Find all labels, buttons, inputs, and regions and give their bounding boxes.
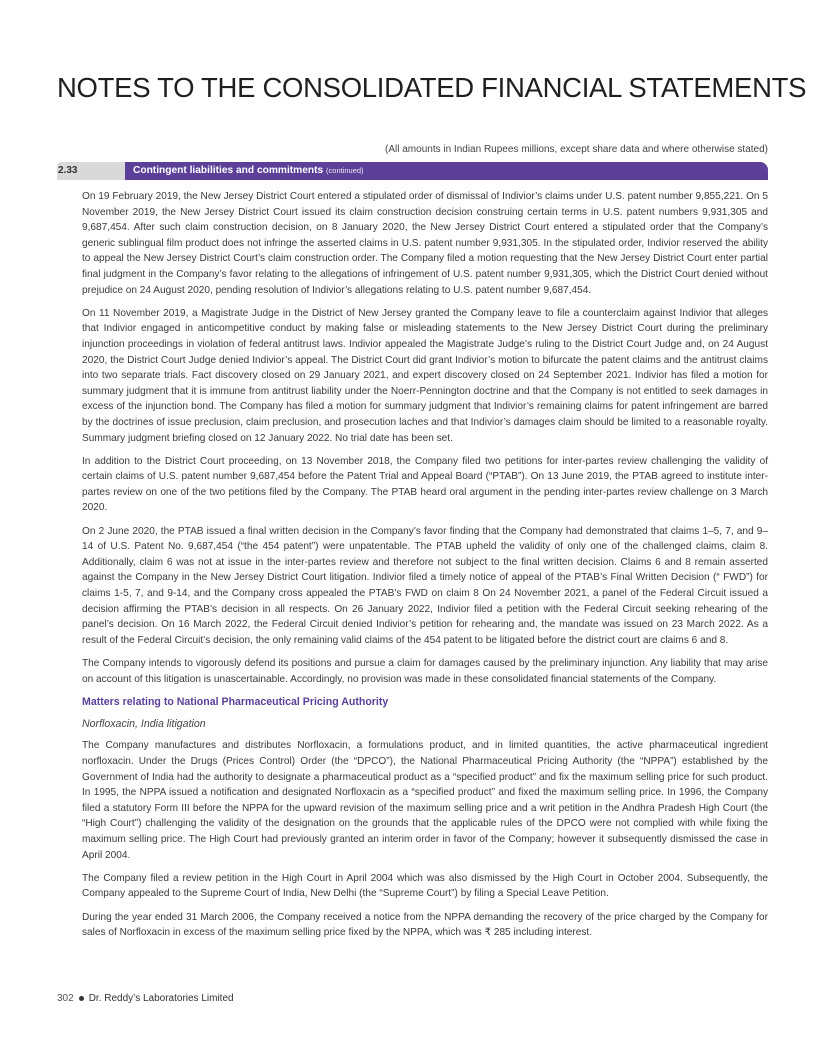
paragraph: The Company intends to vigorously defend its positions and pursue a claim for damages caused by the preliminary injunction. Any liability that may arise on account of this litigation is unascertainable. Accordingly, no provision was made in these consolidated financial statements of the Company. — [82, 658, 768, 685]
paragraph: The Company filed a review petition in the High Court in April 2004 which was also dismissed by the High Court in October 2004. Subsequently, the Company appealed to the Supreme Court of India, New Delhi (the “Supreme Court”) by filing a Special Leave Petition. — [82, 872, 768, 900]
paragraph: On 11 November 2019, a Magistrate Judge in the District of New Jersey granted the Company leave to file a counterclaim against Indivior that alleges that Indivior engaged in anticompetitive conduct by making false or misleading statements to the New Jersey District Court during the preliminary injunction proceedings in violation of federal antitrust laws. Indivior appealed the Magistrate Judge’s ruling to the District Court Judge and, on 24 August 2020, the District Court Judge denied Indivior’s appeal. The District Court did grant Indivior’s motion to bifurcate the patent claims and the antitrust claims into two separate trials. Fact discovery closed on 29 January 2021, and expert discovery closed on 24 September 2021. Indivior has filed a motion for summary judgment that it is immune from antitrust liability under the Noerr-Pennington doctrine and that the Company is not entitled to seek damages in excess of the injunction bond. The Company has filed a motion for summary judgment that Indivior’s remaining claims for patent infringement are barred by the doctrines of issue preclusion, claim preclusion, and prosecution laches and that Indivior’s damages claim should be limited to a reasonable royalty. Summary judgment briefing closed on 12 January 2022. No trial date has been set. — [82, 307, 768, 444]
page-title: NOTES TO THE CONSOLIDATED FINANCIAL STATEMENTS — [57, 72, 807, 103]
section-header-bar — [57, 162, 768, 180]
paragraph: The Company manufactures and distributes Norfloxacin, a formulations product, and in limited quantities, the active pharmaceutical ingredient norfloxacin. Under the Drugs (Prices Control) Order (the “DPCO”), the National Pharmaceutical Pricing Authority (the “NPPA”) established by the Government of India had the authority to designate a pharmaceutical product as a “specified product” and fix the maximum selling price for such product. In 1995, the NPPA issued a notification and designated Norfloxacin as a “specified product” and fixed the maximum selling price. In 1996, the Company filed a statutory Form III before the NPPA for the upward revision of the maximum selling price and a writ petition in the Andhra Pradesh High Court (the “High Court”) challenging the validity of the designation on the grounds that the applicable rules of the DPCO were not complied with while fixing the maximum selling price. The High Court had previously granted an interim order in favor of the Company; however it subsequently dismissed the case in April 2004. — [82, 740, 768, 861]
subheading: Matters relating to National Pharmaceutical Pricing Authority — [82, 696, 389, 709]
page-footer — [57, 993, 234, 1004]
section-title: Contingent liabilities and commitments — [133, 165, 324, 176]
section-suffix: (continued) — [326, 166, 364, 175]
section-title-wrap — [125, 162, 768, 180]
section-number: 2.33 — [57, 162, 125, 180]
company-name: Dr. Reddy’s Laboratories Limited — [88, 993, 234, 1004]
paragraph: During the year ended 31 March 2006, the Company received a notice from the NPPA demanding the recovery of the price charged by the Company for sales of Norfloxacin in excess of the maximum selling price fixed by the NPPA, which was ₹ 285 including interest. — [82, 911, 768, 939]
body-content — [82, 189, 768, 948]
italic-heading: Norfloxacin, India litigation — [82, 717, 206, 730]
page-number: 302 — [57, 993, 74, 1004]
units-note: (All amounts in Indian Rupees millions, except share data and where otherwise stated) — [385, 144, 768, 155]
bullet-dot-icon — [79, 996, 84, 1001]
paragraph: On 2 June 2020, the PTAB issued a final written decision in the Company’s favor finding that the Company had demonstrated that claims 1–5, 7, and 9–14 of U.S. Patent No. 9,687,454 (“the 454 patent”) were unpatentable. The PTAB upheld the validity of only one of the challenged claims, claim 8. Additionally, claim 6 was not at issue in the inter-partes review and therefore not subject to the final written decision. Claims 6 and 8 remain asserted against the Company in the New Jersey District Court litigation. Indivior filed a timely notice of appeal of the PTAB’s Final Written Decision (“ FWD”) for claims 1-5, 7, and 9-14, and the Company cross appealed the PTAB’s FWD on claim 8 On 24 November 2021, a panel of the Federal Circuit issued a decision affirming the PTAB’s decision in all respects. On 26 January 2022, Indivior filed a petition with the Federal Circuit seeking rehearing of the panel’s decision. On 16 March 2022, the Federal Circuit denied Indivior’s petition for rehearing and, the mandate was issued on 23 March 2022. As a result of the Federal Circuit’s decision, the only remaining valid claims of the 454 patent to be litigated before the district court are claims 6 and 8. — [82, 525, 768, 646]
paragraph: In addition to the District Court proceeding, on 13 November 2018, the Company filed two petitions for inter-partes review challenging the validity of certain claims of U.S. patent number 9,687,454 before the Patent Trial and Appeal Board (“PTAB”). On 13 June 2019, the PTAB agreed to institute inter-partes review on one of the two petitions filed by the Company. The PTAB heard oral argument in the pending inter-partes review challenge on 3 March 2020. — [82, 455, 768, 514]
paragraph: On 19 February 2019, the New Jersey District Court entered a stipulated order of dismissal of Indivior’s claims under U.S. patent number 9,855,221. On 5 November 2019, the New Jersey District Court issued its claim construction decision construing certain terms in U.S. patent numbers 9,931,305 and 9,687,454. After such claim construction decision, on 8 January 2020, the New Jersey District Court entered a stipulated order that the Company’s generic sublingual film product does not infringe the asserted claims in U.S. patent number 9,931,305. In the stipulated order, Indivior reserved the ability to appeal the New Jersey District Court’s claim construction order. The Company filed a motion requesting that the New Jersey District Court enter partial final judgment in the Company’s favor relating to the allegations of infringement of U.S. patent number 9,931,305, which the District Court denied without prejudice on 24 August 2020, pending resolution of Indivior’s allegations relating to U.S. patent number 9,687,454. — [82, 191, 768, 296]
